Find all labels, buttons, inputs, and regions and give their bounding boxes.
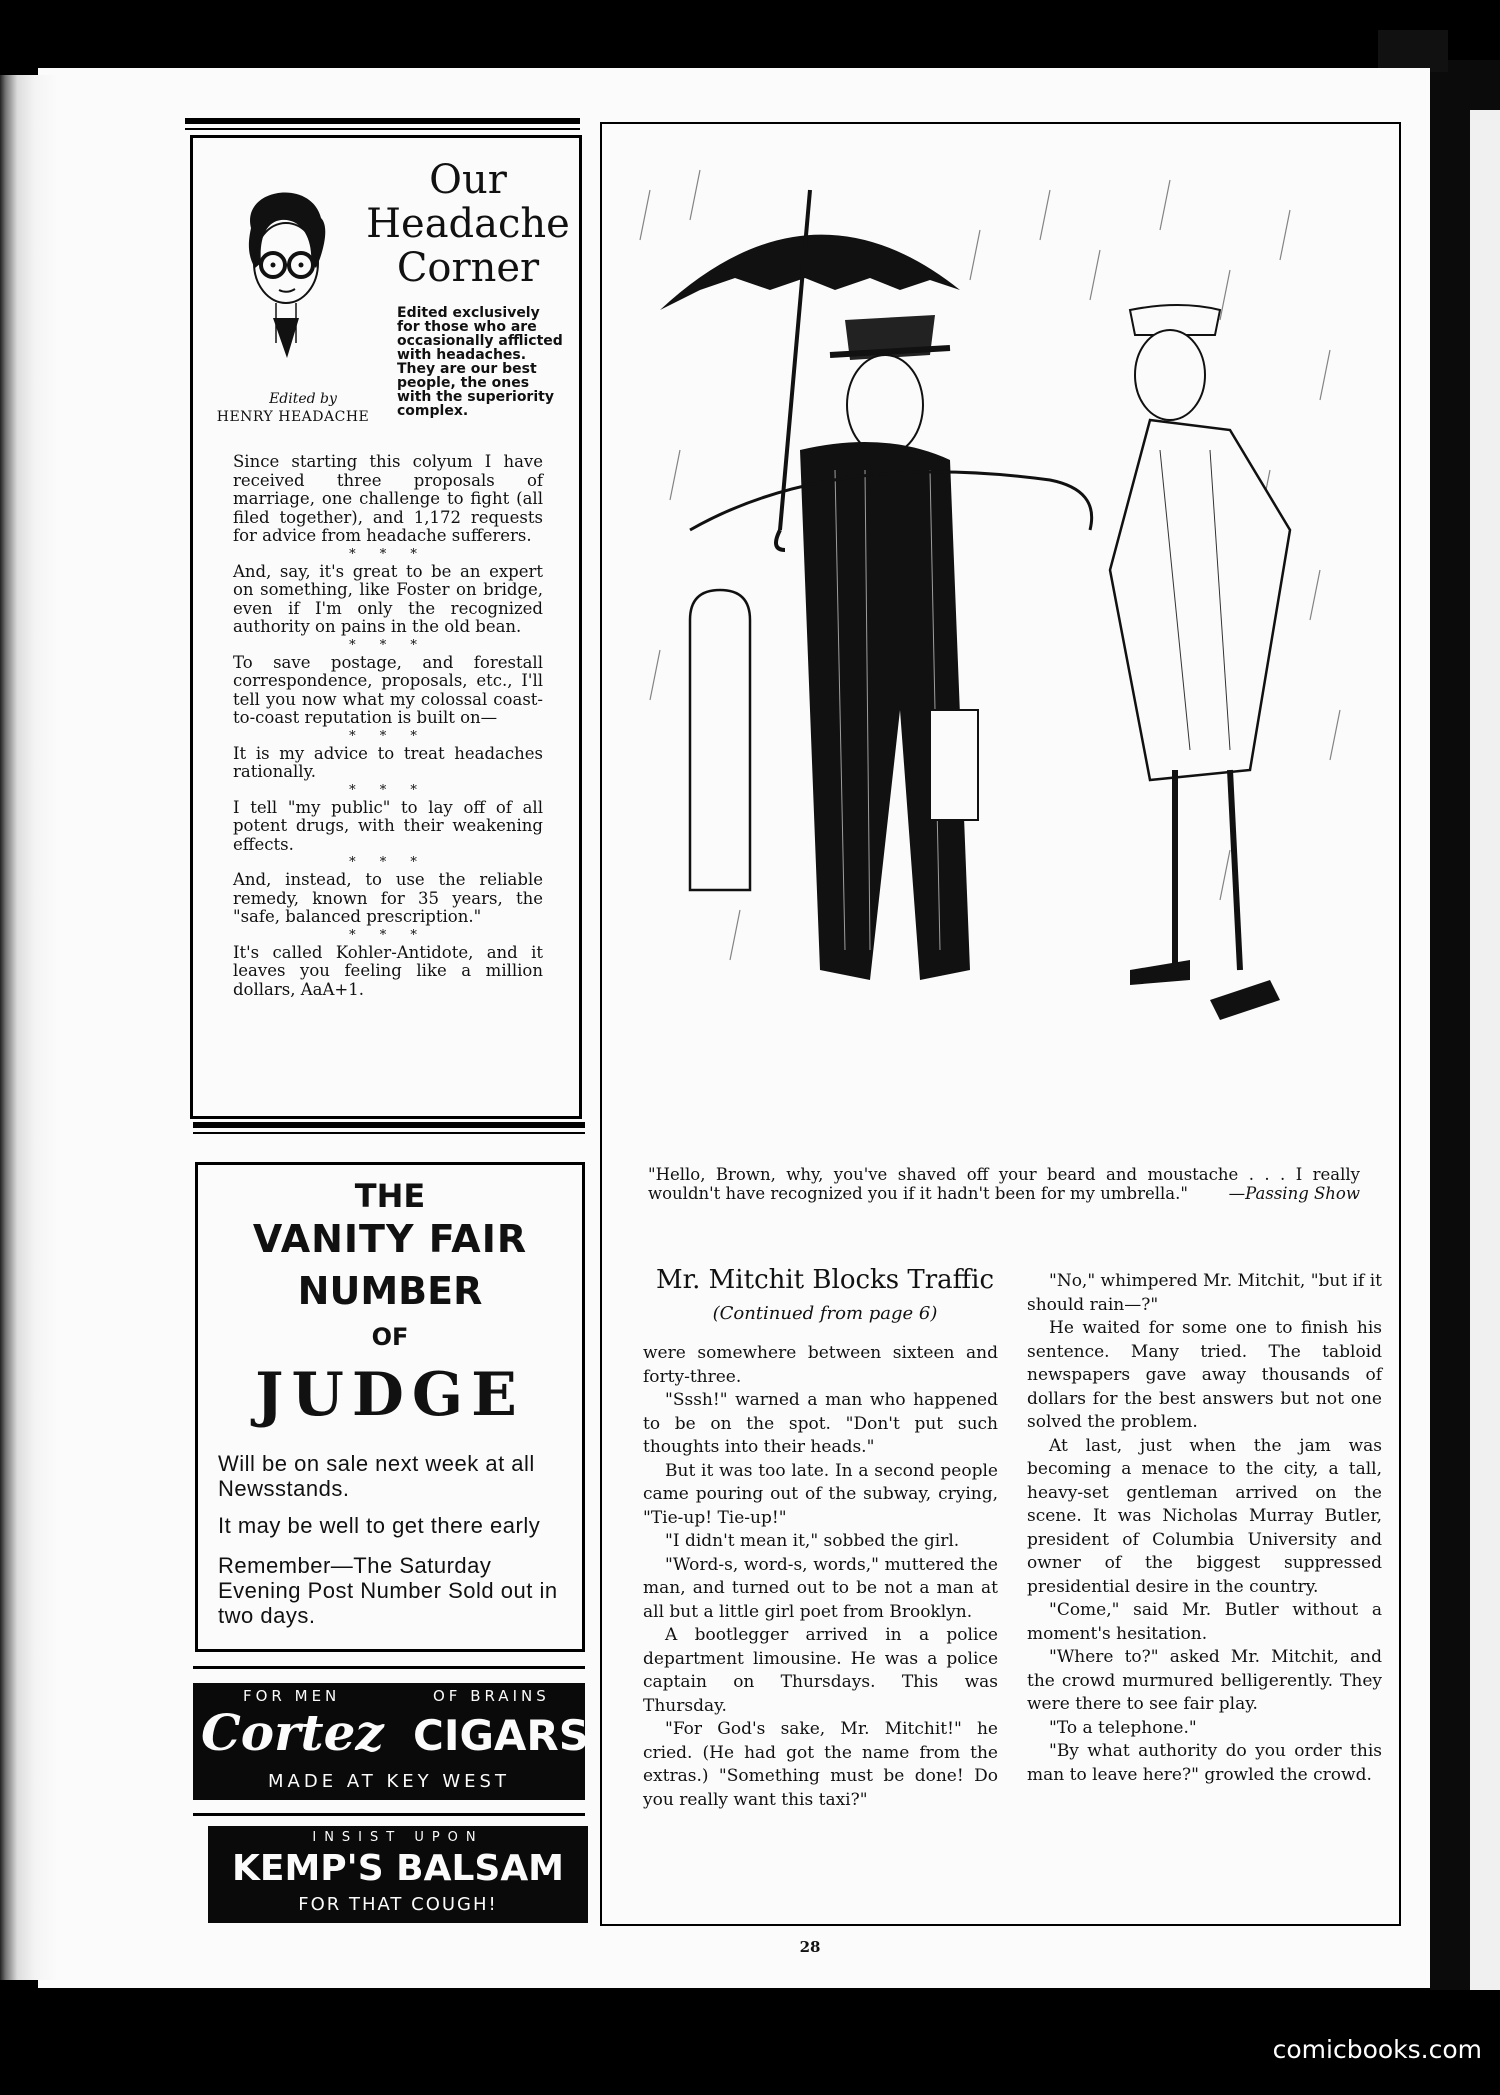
article-continued-note: (Continued from page 6): [712, 1303, 938, 1324]
article-paragraph: "To a telephone.": [1049, 1717, 1197, 1738]
separator: * * *: [349, 782, 427, 798]
editor-name: HENRY HEADACHE: [216, 409, 370, 425]
mid-rule-thin: [193, 1132, 585, 1134]
vf-line-the: THE: [354, 1177, 426, 1215]
book-spine: [0, 75, 58, 1980]
caption-text: "Hello, Brown, why, you've shaved off your beard and moustache . . . I really wouldn't have recognized you if it hadn't been for my umbrella.": [648, 1165, 1360, 1203]
vf-line-vanity-fair: VANITY FAIR: [252, 1217, 528, 1261]
cortez-bottom: MADE AT KEY WEST: [268, 1771, 510, 1792]
kemps-balsam-ad: [208, 1826, 588, 1923]
separator: * * *: [349, 728, 427, 744]
headache-corner-body: [233, 453, 543, 999]
cartoon-caption: [648, 1165, 1360, 1203]
vf-line-of: OF: [371, 1323, 409, 1351]
article-paragraph: He waited for some one to finish his sentence. Many tried. The tabloid newspapers gave away thousands of dollars for the best answers but not one solved the problem.: [1027, 1318, 1382, 1432]
hc-paragraph: And, say, it's great to be an expert on something, like Foster on bridge, even if I'm only the recognized authority on pains in the old bean.: [233, 561, 543, 636]
title-line-3: Corner: [396, 245, 540, 291]
article-paragraph: "Word-s, word-s, words," muttered the man, and turned out to be not a man at all but a little girl poet from Brooklyn.: [643, 1554, 998, 1622]
article-title: Mr. Mitchit Blocks Traffic: [655, 1265, 995, 1295]
rule-above-cortez: [193, 1666, 585, 1669]
mid-rule-thick: [193, 1122, 585, 1128]
article-column-2: [1027, 1270, 1382, 1787]
article-paragraph: "Where to?" asked Mr. Mitchit, and the crowd murmured belligerently. They were there to see fair play.: [1027, 1647, 1382, 1714]
article-paragraph: But it was too late. In a second people came pouring out of the subway, crying, "Tie-up! Tie-up!": [643, 1460, 998, 1528]
kemp-brand: KEMP'S BALSAM: [231, 1848, 565, 1889]
cortez-product: CIGARS: [413, 1711, 590, 1760]
hc-paragraph: It's called Kohler-Antidote, and it leaves you feeling like a million dollars, AaA+1.: [233, 942, 543, 999]
kemp-top: INSIST UPON: [312, 1830, 484, 1845]
headache-corner-column: [190, 135, 582, 1119]
facing-page-strip: [1470, 110, 1500, 1990]
separator: * * *: [349, 546, 427, 562]
cortez-top-left: FOR MEN: [243, 1687, 341, 1705]
vf-line-judge: JUDGE: [255, 1360, 525, 1430]
hc-paragraph: I tell "my public" to lay off of all potent drugs, with their weakening effects.: [233, 797, 543, 854]
rain-umbrella-cartoon-illustration: [630, 150, 1370, 1150]
hc-paragraph: To save postage, and forestall correspondence, proposals, etc., I'll tell you now what my colossal coast-to-coast reputation is built on—: [233, 652, 543, 727]
separator: * * *: [349, 855, 427, 870]
hc-paragraph: Since starting this colyum I have received three proposals of marriage, one challenge to fight (all filed together), and 1,172 requests for advice from headache sufferers.: [233, 452, 543, 545]
vf-body-1: Will be on sale next week at all Newsstands.: [218, 1451, 535, 1501]
cortez-cigars-ad: [193, 1683, 590, 1800]
rule-above-kemp: [193, 1813, 585, 1816]
article-paragraph: "Come," said Mr. Butler without a moment's hesitation.: [1027, 1600, 1382, 1644]
site-watermark: comicbooks.com: [1272, 2035, 1482, 2064]
vanity-fair-judge-ad: [195, 1162, 585, 1652]
headache-corner-title: [363, 158, 573, 290]
article-paragraph: "For God's sake, Mr. Mitchit!" he cried. (He had got the name from the extras.) "Something must be done! Do you really want this taxi?": [643, 1719, 998, 1810]
top-rule-thin: [185, 128, 580, 130]
separator: * * *: [349, 637, 427, 653]
kemp-bottom: FOR THAT COUGH!: [298, 1894, 498, 1915]
article-paragraph: A bootlegger arrived in a police department limousine. He was a police captain on Thursdays. This was Thursday.: [643, 1625, 998, 1716]
edited-by-label: Edited by: [269, 391, 337, 407]
article-paragraph: At last, just when the jam was becoming a menace to the city, a tall, heavy-set gentleman arrived on the scene. It was Nicholas Murray Butler, president of Columbia University and owner of the biggest suppressed presidential desire in the country.: [1027, 1435, 1382, 1597]
page-number: 28: [799, 1938, 821, 1956]
article-paragraph: "Sssh!" warned a man who happened to be on the spot. "Don't put such thoughts into their heads.": [643, 1390, 998, 1457]
article-column-1: [643, 1342, 998, 1812]
article-paragraph: "I didn't mean it," sobbed the girl.: [665, 1531, 960, 1551]
separator: * * *: [349, 927, 427, 943]
vf-line-number: NUMBER: [297, 1269, 483, 1313]
top-rule-thick: [185, 118, 580, 124]
vf-body-3: Remember—The Saturday Evening Post Number Sold out in two days.: [218, 1553, 558, 1628]
hc-paragraph: And, instead, to use the reliable remedy, known for 35 years, the "safe, balanced prescription.": [233, 870, 543, 926]
title-line-1: Our: [429, 157, 507, 203]
cortez-top-right: OF BRAINS: [433, 1687, 550, 1705]
title-line-2: Headache: [366, 201, 570, 247]
caption-source: —Passing Show: [1228, 1184, 1360, 1203]
editor-caricature-icon: [221, 168, 341, 368]
vf-body-2: It may be well to get there early: [218, 1513, 541, 1538]
article-paragraph: were somewhere between sixteen and forty-three.: [643, 1343, 998, 1387]
hc-paragraph: It is my advice to treat headaches rationally.: [233, 743, 543, 781]
article-paragraph: "By what authority do you order this man to leave here?" growled the crowd.: [1027, 1741, 1382, 1785]
headache-corner-subtitle: Edited exclusively for those who are occasionally afflicted with headaches. They are our best people, the ones with the superiority complex.: [397, 305, 563, 419]
article-paragraph: "No," whimpered Mr. Mitchit, "but if it should rain—?": [1027, 1271, 1383, 1315]
corner-mark: [1378, 30, 1448, 72]
cortez-brand: Cortez: [201, 1703, 384, 1762]
